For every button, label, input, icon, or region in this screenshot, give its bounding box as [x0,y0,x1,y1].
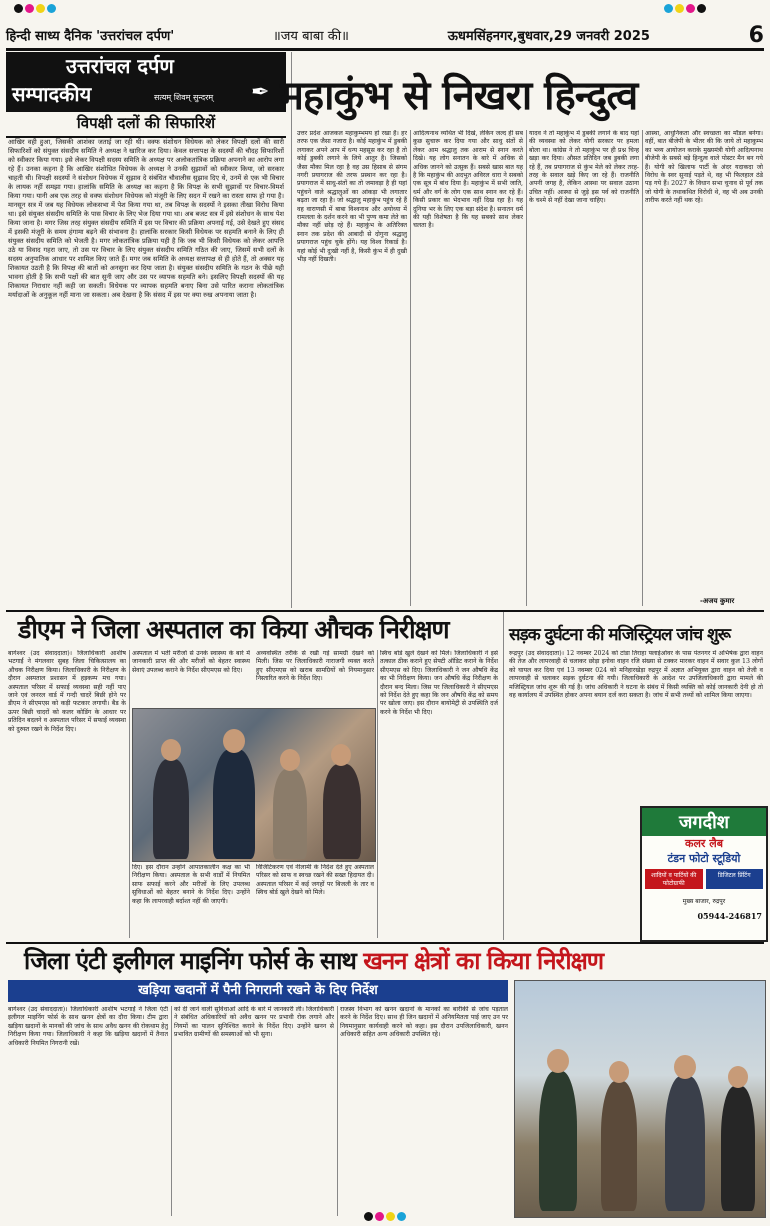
ad-line-2: टंडन फोटो स्टूडियो [667,852,741,865]
editorial-section-title: सम्पादकीय [12,82,92,106]
editorial-text: आखिर वही हुआ, जिसकी आशंका जताई जा रही थी। वक्फ संशोधन विधेयक को लेकर विपक्षी दलों की सारी सिफारिशों को संयुक्त संसदीय समिति ने अध्यक्ष ने खारिज कर दिया। केवल सत्तापक्ष के सदस्यों की चौदह सिफारिशों को स्वीकार किया गया। इसे लेकर विपक्षी सदस्य समिति के अध्यक्ष पर अलोकतांत्रिक प्रक्रिया अपनाने का आरोप लगा रहे हैं। उनका कहना है कि आखिर संशोधित विधेयक के अध्यक्ष ने उनकी सुझावों को स्वीकार किया, जो सरकार चाहती थी। विपक्षी सदस्यों ने संशोधन विधेयक में सुझाव दे संबंधित चौवालीस सुझाव दिए थे, उनमें से एक भी विचार के लायक नहीं समझा गया। हालांकि समिति के अध्यक्ष का कहना है कि विपक्ष के सभी सुझावों पर विचार-विमर्श किया गया। यानी अब एक तरह से वक्फ संशोधन विधेयक को मंजूरी के लिए सदन में रखने का रास्ता साफ हो गया है। मानसून सत्र में जब यह विधेयक लोकसभा में पेश किया गया था, तब विपक्ष के सदस्यों ने इसका तीखा विरोध किया था। इसे संयुक्त संसदीय समिति के पास विचार के लिए भेज दिया गया था। अब बजट सत्र में इसे संशोधन के साथ पेश किया जाना है। मगर जिस तरह संयुक्त संसदीय समिति में इस पर विचार की प्रक्रिया अपनाई गई, उसे देखते हुए संसद में इसकी मंजूरी के समय हंगामा बढ़ने की संभावना है। हालांकि सरकार किसी विधेयक पर सहमति बनाने के लिए ही संयुक्त संसदीय समिति को भेजती है। मगर लोकतांत्रिक प्रक्रिया यही है कि जब भी किसी विधेयक को लेकर आपत्ति उठे या विवाद गहरा जाए, तो उस पर विचार के लिए संयुक्त संसदीय समिति गठित की जाए, जिसमें सभी दलों के सदस्य अनुपातिक आधार पर शामिल किए जाते हैं। मगर जब समिति के अध्यक्ष सत्तापक्ष से ही होते हैं, तो अक्सर यह शिकायत उठती है कि विपक्ष की बातों को अनसुना कर दिया जाता है। संयुक्त संसदीय समिति के गठन के पीछे यही भावना होती है कि सभी पक्षों की बात सुनी जाए और उस पर व्यापक सहमति बने। इसलिए विपक्षी सदस्यों की यह शिकायत निराधार नहीं कही जा सकती। विधेयक पर व्यापक सहमति बनाए बिना उसे पारित कराना लोकतांत्रिक मर्यादाओं के अनुकूल नहीं माना जा सकता। अब देखना है कि संसद में इस पर क्या रुख अपनाया जाता है। [8,138,284,299]
page-masthead [6,22,764,51]
lead-text-3: यादव ने तो महाकुंभ में डुबकी लगाने के बाद यहां की व्यवस्था को लेकर योगी सरकार पर हमला बोला था। कांग्रेस ने तो महाकुंभ पर ही प्रश्न चिन्ह खड़ा कर दिया। औसत प्रतिदिन जब डुबकी लगा रहे हैं, तब प्रयागराज से कुंभ मेले को लेकर तरह-तरह के सवाल खड़े किए जा रहे हैं। राजनीति अपनी जगह है, लेकिन आस्था पर सवाल उठाना उचित नहीं। आस्था से जुड़े इस पर्व को राजनीति के चश्मे से नहीं देखा जाना चाहिए। [529,130,639,205]
hospital-column-2b [132,864,250,938]
lead-column-2 [413,130,523,606]
ad-business-name: जगदीश [642,808,766,836]
hospital-text-3: अव्यवस्थित तरीके से रखी गई सामग्री देखने को मिली। जिस पर जिलाधिकारी नाराजगी व्यक्त करते हुए सीएमएस को खराब सामग्रियों को नियमानुसार निस्तारित करने के निर्देश दिए। [256,650,374,683]
hospital-inspection-photo [132,708,376,862]
mining-column-1 [8,1006,168,1216]
pen-nib-icon: ✒ [251,80,270,105]
mining-column-3 [340,1006,508,1216]
ad-service-box-1: शादियों व पार्टियों की फोटोग्राफी [645,869,703,889]
lead-column-3 [529,130,639,606]
ad-address: मुख्य बाजार, रुद्रपुर [682,898,726,905]
lead-column-1 [297,130,407,606]
page-number: 6 [748,22,764,48]
masthead-slogan: ॥जय बाबा की॥ [272,29,349,44]
hospital-story-headline: डीएम ने जिला अस्पताल का किया औचक निरीक्षण [18,615,449,644]
dateline: ऊधमसिंहनगर,बुधवार,29 जनवरी 2025 [447,29,650,44]
accident-story-headline: सड़क दुर्घटना की मजिस्ट्रियल जांच शुरू [509,625,730,645]
newspaper-name: हिन्दी साध्य दैनिक 'उत्तरांचल दर्पण' [6,29,175,44]
hospital-text-2: अस्पताल में भर्ती मरीजों से उनके स्वास्थ्य के बारे में जानकारी प्राप्त की और मरीजों को बेहतर स्वास्थ्य सेवाएं उपलब्ध कराने के निर्देश सीएमएस को दिए। [132,650,250,674]
hospital-column-4 [380,650,498,938]
author-byline: -अजय कुमार [700,596,735,605]
hospital-text-2b: दिए। इस दौरान उन्होंने आपातकालीन कक्ष का भी निरीक्षण किया। अस्पताल के सभी वार्डों में नियमित साफ सफाई करने और मरीजों के लिए उपलब्ध सुविधाओं को बेहतर बनाने के निर्देश दिए। उन्होंने कहा कि लापरवाही बर्दाश्त नहीं की जाएगी। [132,864,250,905]
editorial-headline: विपक्षी दलों की सिफारिशें [6,110,286,138]
editorial-body [8,138,284,606]
mining-column-2 [174,1006,334,1216]
mining-text-1: बागेश्वर (उद संवाददाता)। जिलाधिकारी आशीष भटगाईं ने जिला एंटी इलीगल माइनिंग फोर्स के साथ खनन क्षेत्रों का दौरा किया। टीम द्वारा खड़िया खदानों के मानकों की जांच के साथ अवैध खनन की रोकथाम हेतु निरीक्षण किया गया। जिलाधिकारी ने कहा कि खड़िया खदानों में तैनात अधिकारी नियमित निगरानी रखें। [8,1006,168,1047]
ad-service-box-2: डिजिटल प्रिंटिंग [706,869,764,889]
lead-text-2: आदित्यनाथ व्यथित भी दिखे, लेकिन जल्द ही सब कुछ सुचारू कर दिया गया और साधु संतों से लेकर आम श्रद्धालु तक आराम से स्नान करते दिखे। यह लोग सनातन के बारे में अधिक से अधिक जानने को उत्सुक हैं। सबसे खास बात यह है कि महाकुंभ की अदभुत अविरल धारा ने सबको एक सूत्र में बांध दिया है। महाकुंभ में सभी जाति, धर्म और वर्ग के लोग एक साथ स्नान कर रहे हैं। किसी प्रकार का भेदभाव नहीं दिख रहा है। यह दुनिया भर के लिए एक बड़ा संदेश है। सनातन धर्म की यही विशेषता है कि यह सबको साथ लेकर चलता है। [413,130,523,230]
mining-inspection-photo [514,980,766,1218]
lead-headline: महाकुंभ से निखरा हिन्दुत्व [280,73,638,119]
accident-text: रूद्रपुर (उद संवाददाता)। 12 नवम्बर 2024 को टांडा तिराहा फ्लाईओवर के पास पंतनगर में अभिषेक द्वारा वाहन की तेज और लापरवाही से चलाकर छोड़ा इनोवा वाहन रजि संख्या से टक्कर मारकर वाहन में सवार कुल 13 लोगों को घायल कर दिया एवं 13 नवम्बर 024 को मनिहारखेड़ा रुद्रपुर में अज्ञात अभियुक्त द्वारा वाहन को तेजी व लापरवाही से चलाकर सड़क दुर्घटना की गयी। जिलाधिकारी के आदेश पर उपजिलाधिकारी द्वारा मामले की मजिस्ट्रियल जांच शुरू की गई है। जांच अधिकारी ने घटना के संबंध में किसी व्यक्ति को कोई जानकारी देनी हो तो वह कार्यालय में उपस्थित होकर अपना बयान दर्ज करा सकता है। जांच में सभी तथ्यों को शामिल किया जाएगा। [509,650,763,700]
hospital-column-1 [8,650,126,938]
mining-text-3: राजस्व विभाग को खनन खदानों के मानकों का बारीकी से जांच पड़ताल करने के निर्देश दिए। साथ ही जिन खदानों में अनियमितता पाई जाए उन पर नियमानुसार कार्यवाही करने को कहा। इस दौरान उपजिलाधिकारी, खनन अधिकारी सहित अन्य अधिकारी उपस्थित रहे। [340,1006,508,1039]
color-registration-marks [14,4,56,13]
mining-headline-part-2: खनन क्षेत्रों का किया निरीक्षण [363,947,604,975]
hospital-text-3b: विजिटिकरण एवं नीलामी के निर्देश देते हुए अस्पताल परिसर को साफ व स्वच्छ रखने की सख्त हिदायत दी। अस्पताल परिसर में कई जगहों पर बिजली के तार व स्विच बोर्ड खुले देखने को मिले। [256,864,374,897]
mining-headline-part-1: जिला एंटी इलीगल माइनिंग फोर्स के साथ [24,947,364,975]
editorial-brand: उत्तरांचल दर्पण [66,54,174,78]
studio-advertisement [640,806,768,942]
mining-story-headline [24,944,603,977]
hospital-column-3b [256,864,374,938]
color-registration-marks [664,4,706,13]
ad-line-1: कलर लैब [685,837,723,850]
hospital-column-3 [256,650,374,704]
editorial-masthead [6,52,286,110]
editorial-motto: सत्यम् शिवम् सुन्दरम् [154,93,214,102]
lead-column-4 [645,130,763,592]
mining-subheadline: खड़िया खदानों में पैनी निगरानी रखने के दिए निर्देश [8,980,508,1002]
ad-phone: 05944-246817 [697,911,762,921]
lead-text-1: उत्तर प्रदेश आजकल महाकुम्भमय हो रखा है। हर तरफ एक जैसा नजारा है। कोई महाकुंभ में डुबकी लगाकर अपने आप में धन्य महसूस कर रहा है तो कोई डुबकी लगाने के लिये आतुर है। जिसको जैसा मौका मिल रहा है वह उस हिसाब से संगम नगरी प्रयागराज की तरफ प्रस्थान कर रहा है। प्रयागराज में साधु-संतों का तो जमावड़ा है ही यहां पहुंचने वाले श्रद्धालुओं का आंकड़ा भी लगातार बढ़ता जा रहा है। जो श्रद्धालु महाकुंभ पहुंच रहे हैं वह वाराणसी में बाबा विश्वनाथ और अयोध्या में रामलला के दर्शन करने का भी पुण्य कमा लेते का मौका नहीं छोड़ रहे हैं। महाकुंभ के अतिरिक्त स्नान तक प्रदेश की आबादी से दोगुना श्रद्धालु प्रयागराज पहुंच चुके होंगे। यह विश्व रिकार्ड है। यहां कोई भी दुःखी नहीं है, किसी कुंभ में ही दुखी भीड़ नहीं दिखती। [297,130,407,264]
hospital-text-4: स्विच बोर्ड खुले देखने को मिले। जिलाधिकारी ने इसे तत्काल ठीक कराने हुए सेफ्टी ऑडिट कराने के निर्देश सीएमएस को दिए। जिलाधिकारी ने जन औषधि केंद्र का भी निरीक्षण किया। जन औषधि केंद्र निरीक्षण के दौरान बन्द मिला। जिस पर जिलाधिकारी ने सीएमएस को निर्देश देते हुए कहा कि जन औषधि केंद्र को समय पर खोला जाए। इस दौरान बायोमेट्री से उपस्थिति दर्ज करने के निर्देश भी दिए। [380,650,498,716]
hospital-column-2 [132,650,250,704]
lead-text-4: आस्था, आधुनिकता और स्वच्छता का मॉडल बनेगा। वहीं, बात बीजेपी के भीतर की कि जाये तो महाकुम्भ का भव्य आयोजन कराके मुख्यमंत्री योगी आदित्यनाथ बीजेपी के सबसे बड़े हिन्दुत्व वाले पोस्टर मैन बन गये हैं। योगी को खिलाफ पार्टी के अंदर यदाकदा जो विरोध के स्वर सुनाई पड़ते थे, वह भी फिलहाल ठंडे पड़ गये हैं। 2027 के विधान सभा चुनाव से पूर्व तक जो योगी के तथाकथित विरोधी थे, वह भी अब उनकी तारीफ करते नहीं थक रहे। [645,130,763,205]
hospital-text-1: बागेश्वर (उद संवाददाता)। जिलाधिकारी आशीष भटगाईं ने मंगलवार सुबह जिला चिकित्सालय का औचक निरीक्षण किया। जिलाधिकारी के निरीक्षण के दौरान अस्पताल प्रशासन में हड़कम्प मच गया। अस्पताल परिसर में सफाई व्यवस्था सही नहीं पाए जाने एवं जनरल वार्ड में गन्दी चादरें बिछी होने पर डीएम ने सीएमएस को कड़ी फटकार लगायी। बैड के ऊपर बिछी चादरों को कलर कोडिंग के आधार पर प्रतिदिन बदलने व अस्पताल परिसर में सफाई व्यवस्था को दुरुस्त रखने के निर्देश दिए। [8,650,126,733]
bottom-registration-marks [364,1212,406,1221]
mining-text-2: को दी जाने वाली सुविधाओं आदि के बारे में जानकारी ली। जिलाधिकारी ने संबंधित अधिकारियों को अवैध खनन पर प्रभावी रोक लगाने और नियमों का पालन सुनिश्चित कराने के निर्देश दिए। उन्होंने खनन से प्रभावित ग्रामीणों की समस्याओं को भी सुना। [174,1006,334,1039]
